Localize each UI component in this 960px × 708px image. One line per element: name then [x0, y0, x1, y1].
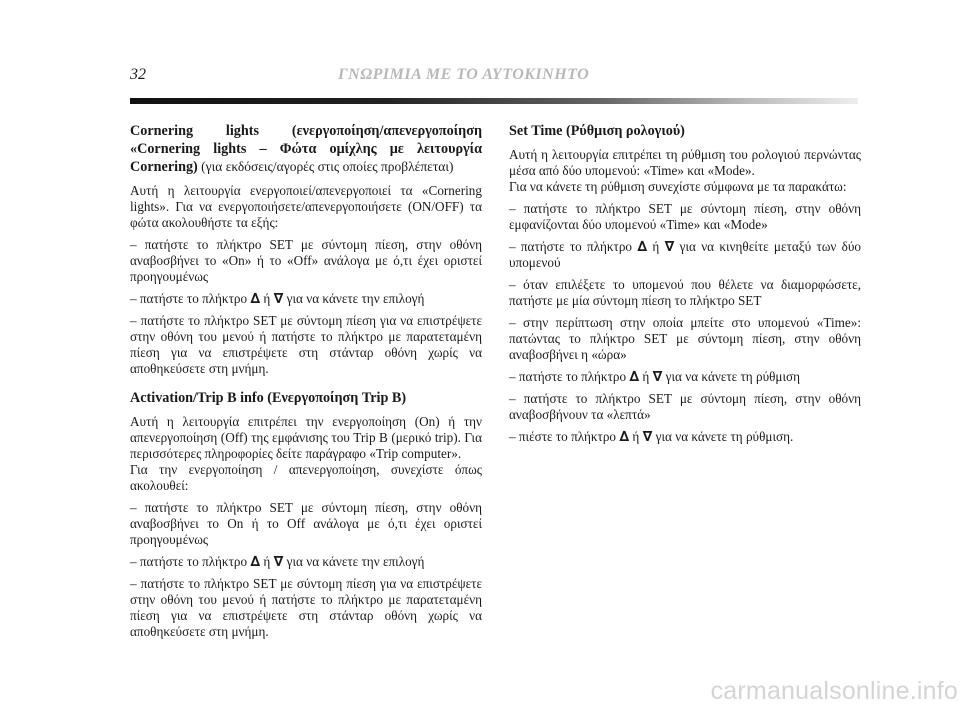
- step-text: ή: [260, 554, 274, 569]
- settime-step-5: [509, 369, 861, 385]
- cornering-heading: [130, 122, 482, 176]
- down-arrow-icon: ∇: [664, 239, 675, 255]
- settime-step-1: – πατήστε το πλήκτρο SET με σύντομη πίεση, στην οθόνη εμφανίζονται δύο υπομενού «Time» και «Mode»: [509, 201, 861, 232]
- down-arrow-icon: ∇: [652, 369, 663, 385]
- step-text: ή: [647, 239, 665, 254]
- tripb-heading: Activation/Trip B info (Ενεργοποίηση Trip B): [130, 390, 407, 406]
- running-title: ΓΝΩΡΙΜΙΑ ΜΕ ΤΟ ΑΥΤΟΚΙΝΗΤΟ: [338, 66, 590, 83]
- up-arrow-icon: ∆: [629, 369, 640, 385]
- down-arrow-icon: ∇: [273, 554, 284, 570]
- step-text: για να κινηθείτε μεταξύ των δύο υπομενού: [509, 239, 862, 270]
- settime-intro-2: Για να κάνετε τη ρύθμιση συνεχίστε σύμφωνα με τα παρακάτω:: [509, 179, 847, 194]
- up-arrow-icon: ∆: [250, 291, 261, 307]
- step-text: για να κάνετε την επιλογή: [283, 291, 425, 306]
- cornering-heading-bold: Cornering lights (ενεργοποίηση/απενεργοποίηση «Cornering lights – Φώτα ομίχλης με λειτουργία Cornering): [130, 123, 482, 175]
- header-rule: [130, 98, 858, 104]
- step-text: ή: [639, 369, 653, 384]
- step-text: – πατήστε το πλήκτρο: [130, 291, 251, 306]
- step-text: για να κάνετε τη ρύθμιση.: [652, 429, 794, 444]
- cornering-intro: Αυτή η λειτουργία ενεργοποιεί/απενεργοποιεί τα «Cornering lights». Για να ενεργοποιήσετε/απενεργοποιήσετε (ON/OFF) τα φώτα ακολουθήστε τα εξής:: [130, 183, 482, 230]
- cornering-step-2: [130, 291, 482, 307]
- settime-step-3: – όταν επιλέξετε το υπομενού που θέλετε να διαμορφώσετε, πατήστε με μία σύντομη πίεση το πλήκτρο SET: [509, 277, 861, 308]
- settime-heading: Set Time (Ρύθμιση ρολογιού): [509, 123, 685, 139]
- tripb-intro-2: Για την ενεργοποίηση / απενεργοποίηση, συνεχίστε όπως ακολουθεί:: [130, 462, 482, 493]
- watermark: carmanualsonline.info: [710, 677, 958, 705]
- step-text: – πιέστε το πλήκτρο: [509, 429, 620, 444]
- down-arrow-icon: ∇: [642, 429, 653, 445]
- step-text: – πατήστε το πλήκτρο: [130, 554, 251, 569]
- step-text: ή: [629, 429, 643, 444]
- settime-intro: Αυτή η λειτουργία επιτρέπει τη ρύθμιση του ρολογιού περνώντας μέσα από δύο υπομενού: «Time» και «Mode».: [509, 147, 861, 178]
- tripb-step-2: [130, 554, 482, 570]
- up-arrow-icon: ∆: [619, 429, 630, 445]
- cornering-heading-note: (για εκδόσεις/αγορές στις οποίες προβλέπεται): [197, 159, 454, 174]
- tripb-intro: Αυτή η λειτουργία επιτρέπει την ενεργοποίηση (On) ή την απενεργοποίηση (Off) της εμφάνισης του Trip B (μερικό trip). Για περισσότερες πληροφορίες δείτε παράγραφο «Trip computer».: [130, 414, 482, 461]
- step-text: – πατήστε το πλήκτρο: [509, 369, 630, 384]
- up-arrow-icon: ∆: [250, 554, 261, 570]
- step-text: ή: [260, 291, 274, 306]
- step-text: για να κάνετε την επιλογή: [283, 554, 425, 569]
- right-column: [509, 122, 861, 451]
- settime-step-4: – στην περίπτωση στην οποία μπείτε στο υπομενού «Time»: πατώντας το πλήκτρο SET με σύντομη πίεση, στην οθόνη αναβοσβήνει η «ώρα»: [509, 315, 861, 362]
- tripb-step-1: – πατήστε το πλήκτρο SET με σύντομη πίεση, στην οθόνη αναβοσβήνει το On ή το Off ανάλογα με ό,τι έχει οριστεί προηγουμένως: [130, 500, 482, 547]
- cornering-step-3: – πατήστε το πλήκτρο SET με σύντομη πίεση για να επιστρέψετε στην οθόνη του μενού ή πατήστε το πλήκτρο με παρατεταμένη πίεση για να επιστρέψετε στη στάνταρ οθόνη χωρίς να αποθηκεύσετε στη μνήμη.: [130, 313, 482, 376]
- settime-step-2: [509, 239, 861, 271]
- step-text: – πατήστε το πλήκτρο: [509, 239, 638, 254]
- left-column: [130, 122, 482, 646]
- tripb-step-3: – πατήστε το πλήκτρο SET με σύντομη πίεση για να επιστρέψετε στην οθόνη του μενού ή πατήστε το πλήκτρο με παρατεταμένη πίεση για να επιστρέψετε στη στάνταρ οθόνη χωρίς να αποθηκεύσετε στη μνήμη.: [130, 576, 482, 639]
- down-arrow-icon: ∇: [273, 291, 284, 307]
- settime-step-7: [509, 429, 861, 445]
- step-text: για να κάνετε τη ρύθμιση: [662, 369, 801, 384]
- cornering-step-1: – πατήστε το πλήκτρο SET με σύντομη πίεση, στην οθόνη αναβοσβήνει το «On» ή το «Off» ανάλογα με ό,τι έχει οριστεί προηγουμένως: [130, 237, 482, 284]
- settime-step-6: – πατήστε το πλήκτρο SET με σύντομη πίεση, στην οθόνη αναβοσβήνουν τα «λεπτά»: [509, 391, 861, 422]
- up-arrow-icon: ∆: [637, 239, 648, 255]
- page-number: 32: [130, 66, 146, 83]
